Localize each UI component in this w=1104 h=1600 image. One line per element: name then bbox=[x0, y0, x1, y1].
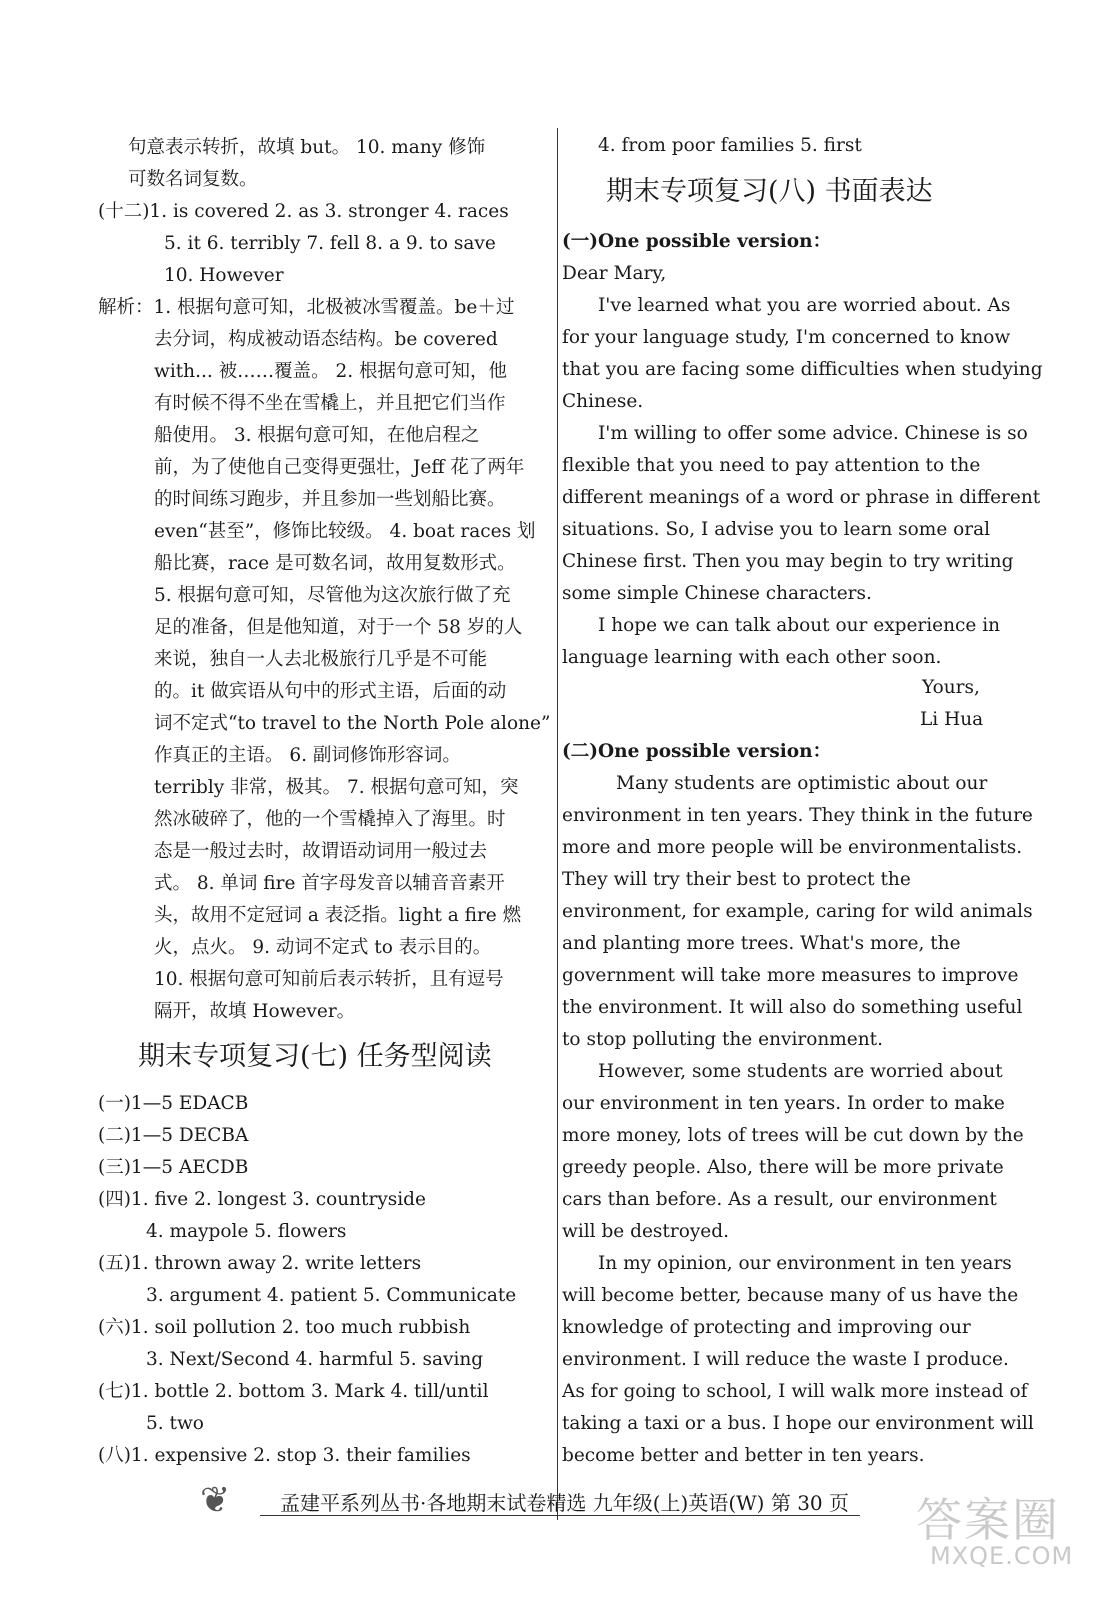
answer-line: 5. it 6. terribly 7. fell 8. a 9. to save bbox=[164, 233, 496, 254]
essay-line: Many students are optimistic about our bbox=[616, 773, 988, 794]
answer-line: 4. from poor families 5. first bbox=[598, 135, 862, 156]
analysis-line: 足的准备，但是他知道，对于一个 58 岁的人 bbox=[154, 617, 523, 638]
answer-line: (三)1—5 AECDB bbox=[98, 1157, 249, 1178]
letter-line: Dear Mary, bbox=[562, 263, 667, 284]
letter-signature: Li Hua bbox=[920, 709, 984, 730]
essay-line: environment, for example, caring for wild animals bbox=[562, 901, 1033, 922]
essay-line: the environment. It will also do something useful bbox=[562, 997, 1023, 1018]
analysis-line: even“甚至”，修饰比较级。 4. boat races 划 bbox=[154, 521, 536, 542]
analysis-line: 的。it 做宾语从句中的形式主语，后面的动 bbox=[154, 681, 507, 702]
column-divider bbox=[557, 128, 558, 1520]
version-label: (二)One possible version： bbox=[562, 741, 832, 762]
essay-line: greedy people. Also, there will be more private bbox=[562, 1157, 1004, 1178]
letter-line: different meanings of a word or phrase in different bbox=[562, 487, 1041, 508]
answer-line: (六)1. soil pollution 2. too much rubbish bbox=[98, 1317, 471, 1338]
watermark bbox=[916, 1484, 1086, 1574]
essay-line: However, some students are worried about bbox=[598, 1061, 1003, 1082]
essay-line: to stop polluting the environment. bbox=[562, 1029, 883, 1050]
page-footer: 孟建平系列丛书·各地期末试卷精选 九年级(上)英语(W) 第 30 页 bbox=[280, 1491, 850, 1515]
analysis-line: 词不定式“to travel to the North Pole alone” bbox=[154, 713, 551, 734]
analysis-line: 船比赛，race 是可数名词，故用复数形式。 bbox=[154, 553, 516, 574]
analysis-line: 头，故用不定冠词 a 表泛指。light a fire 燃 bbox=[154, 905, 522, 926]
answer-line: (八)1. expensive 2. stop 3. their families bbox=[98, 1445, 471, 1466]
letter-line: that you are facing some difficulties when studying bbox=[562, 359, 1043, 380]
answer-line: 3. Next/Second 4. harmful 5. saving bbox=[146, 1349, 484, 1370]
answer-line: 10. However bbox=[164, 265, 284, 286]
analysis-line: with... 被……覆盖。 2. 根据句意可知，他 bbox=[154, 361, 508, 382]
analysis-line: 5. 根据句意可知，尽管他为这次旅行做了充 bbox=[154, 585, 511, 606]
essay-line: taking a taxi or a bus. I hope our environment will bbox=[562, 1413, 1034, 1434]
essay-line: cars than before. As a result, our environment bbox=[562, 1189, 997, 1210]
analysis-line: 隔开，故填 However。 bbox=[154, 1001, 356, 1022]
essay-line: environment in ten years. They think in the future bbox=[562, 805, 1033, 826]
text-line: 可数名词复数。 bbox=[128, 169, 258, 190]
watermark-url: MXQE.COM bbox=[930, 1542, 1074, 1570]
essay-line: They will try their best to protect the bbox=[562, 869, 911, 890]
analysis-line: 解析：1. 根据句意可知，北极被冰雪覆盖。be＋过 bbox=[98, 297, 515, 318]
answer-line: (十二)1. is covered 2. as 3. stronger 4. races bbox=[98, 201, 509, 222]
letter-closing: Yours, bbox=[922, 677, 980, 698]
analysis-line: 然冰破碎了，他的一个雪橇掉入了海里。时 bbox=[154, 809, 506, 830]
analysis-line: 的时间练习跑步，并且参加一些划船比赛。 bbox=[154, 489, 506, 510]
answer-line: 4. maypole 5. flowers bbox=[146, 1221, 347, 1242]
essay-line: and planting more trees. What's more, the bbox=[562, 933, 961, 954]
letter-line: I hope we can talk about our experience in bbox=[598, 615, 1001, 636]
analysis-line: 式。 8. 单词 fire 首字母发音以辅音音素开 bbox=[154, 873, 505, 894]
essay-line: environment. I will reduce the waste I produce. bbox=[562, 1349, 1009, 1370]
letter-line: Chinese first. Then you may begin to try writing bbox=[562, 551, 1014, 572]
analysis-line: 去分词，构成被动语态结构。be covered bbox=[154, 329, 498, 350]
essay-line: In my opinion, our environment in ten years bbox=[598, 1253, 1012, 1274]
analysis-line: 来说，独自一人去北极旅行几乎是不可能 bbox=[154, 649, 488, 670]
letter-line: I've learned what you are worried about. As bbox=[598, 295, 1011, 316]
analysis-line: 船使用。 3. 根据句意可知，在他启程之 bbox=[154, 425, 480, 446]
letter-line: situations. So, I advise you to learn some oral bbox=[562, 519, 991, 540]
analysis-line: 火，点火。 9. 动词不定式 to 表示目的。 bbox=[154, 937, 492, 958]
letter-line: for your language study, I'm concerned to know bbox=[562, 327, 1011, 348]
analysis-line: 作真正的主语。 6. 副词修饰形容词。 bbox=[154, 745, 461, 766]
analysis-line: terribly 非常，极其。 7. 根据句意可知，突 bbox=[154, 777, 519, 798]
letter-line: some simple Chinese characters. bbox=[562, 583, 872, 604]
essay-line: will become better, because many of us have the bbox=[562, 1285, 1019, 1306]
answer-line: (一)1—5 EDACB bbox=[98, 1093, 249, 1114]
letter-line: flexible that you need to pay attention to the bbox=[562, 455, 981, 476]
answer-line: 5. two bbox=[146, 1413, 204, 1434]
analysis-line: 前，为了使他自己变得更强壮，Jeff 花了两年 bbox=[154, 457, 525, 478]
letter-line: I'm willing to offer some advice. Chinese is so bbox=[598, 423, 1028, 444]
watermark-logo: 答案圈 bbox=[916, 1493, 1060, 1547]
leaf-ornament-icon: ❦ bbox=[200, 1480, 231, 1521]
essay-line: our environment in ten years. In order to make bbox=[562, 1093, 1005, 1114]
letter-line: language learning with each other soon. bbox=[562, 647, 942, 668]
essay-line: more and more people will be environmentalists. bbox=[562, 837, 1023, 858]
version-label: (一)One possible version： bbox=[562, 231, 832, 252]
answer-line: (五)1. thrown away 2. write letters bbox=[98, 1253, 422, 1274]
essay-line: As for going to school, I will walk more instead of bbox=[562, 1381, 1028, 1402]
analysis-line: 10. 根据句意可知前后表示转折，且有逗号 bbox=[154, 969, 504, 990]
essay-line: will be destroyed. bbox=[562, 1221, 729, 1242]
essay-line: become better and better in ten years. bbox=[562, 1445, 925, 1466]
essay-line: government will take more measures to improve bbox=[562, 965, 1019, 986]
section-heading-eight: 期末专项复习(八) 书面表达 bbox=[606, 176, 933, 207]
answer-line: (四)1. five 2. longest 3. countryside bbox=[98, 1189, 426, 1210]
answer-line: (二)1—5 DECBA bbox=[98, 1125, 249, 1146]
answer-line: 3. argument 4. patient 5. Communicate bbox=[146, 1285, 517, 1306]
letter-line: Chinese. bbox=[562, 391, 644, 412]
analysis-line: 态是一般过去时，故谓语动词用一般过去 bbox=[154, 841, 488, 862]
analysis-line: 有时候不得不坐在雪橇上，并且把它们当作 bbox=[154, 393, 506, 414]
footer-rule bbox=[260, 1515, 860, 1516]
essay-line: more money, lots of trees will be cut down by the bbox=[562, 1125, 1024, 1146]
answer-line: (七)1. bottle 2. bottom 3. Mark 4. till/until bbox=[98, 1381, 489, 1402]
essay-line: knowledge of protecting and improving our bbox=[562, 1317, 971, 1338]
section-heading-seven: 期末专项复习(七) 任务型阅读 bbox=[138, 1041, 492, 1072]
text-line: 句意表示转折，故填 but。 10. many 修饰 bbox=[128, 137, 486, 158]
